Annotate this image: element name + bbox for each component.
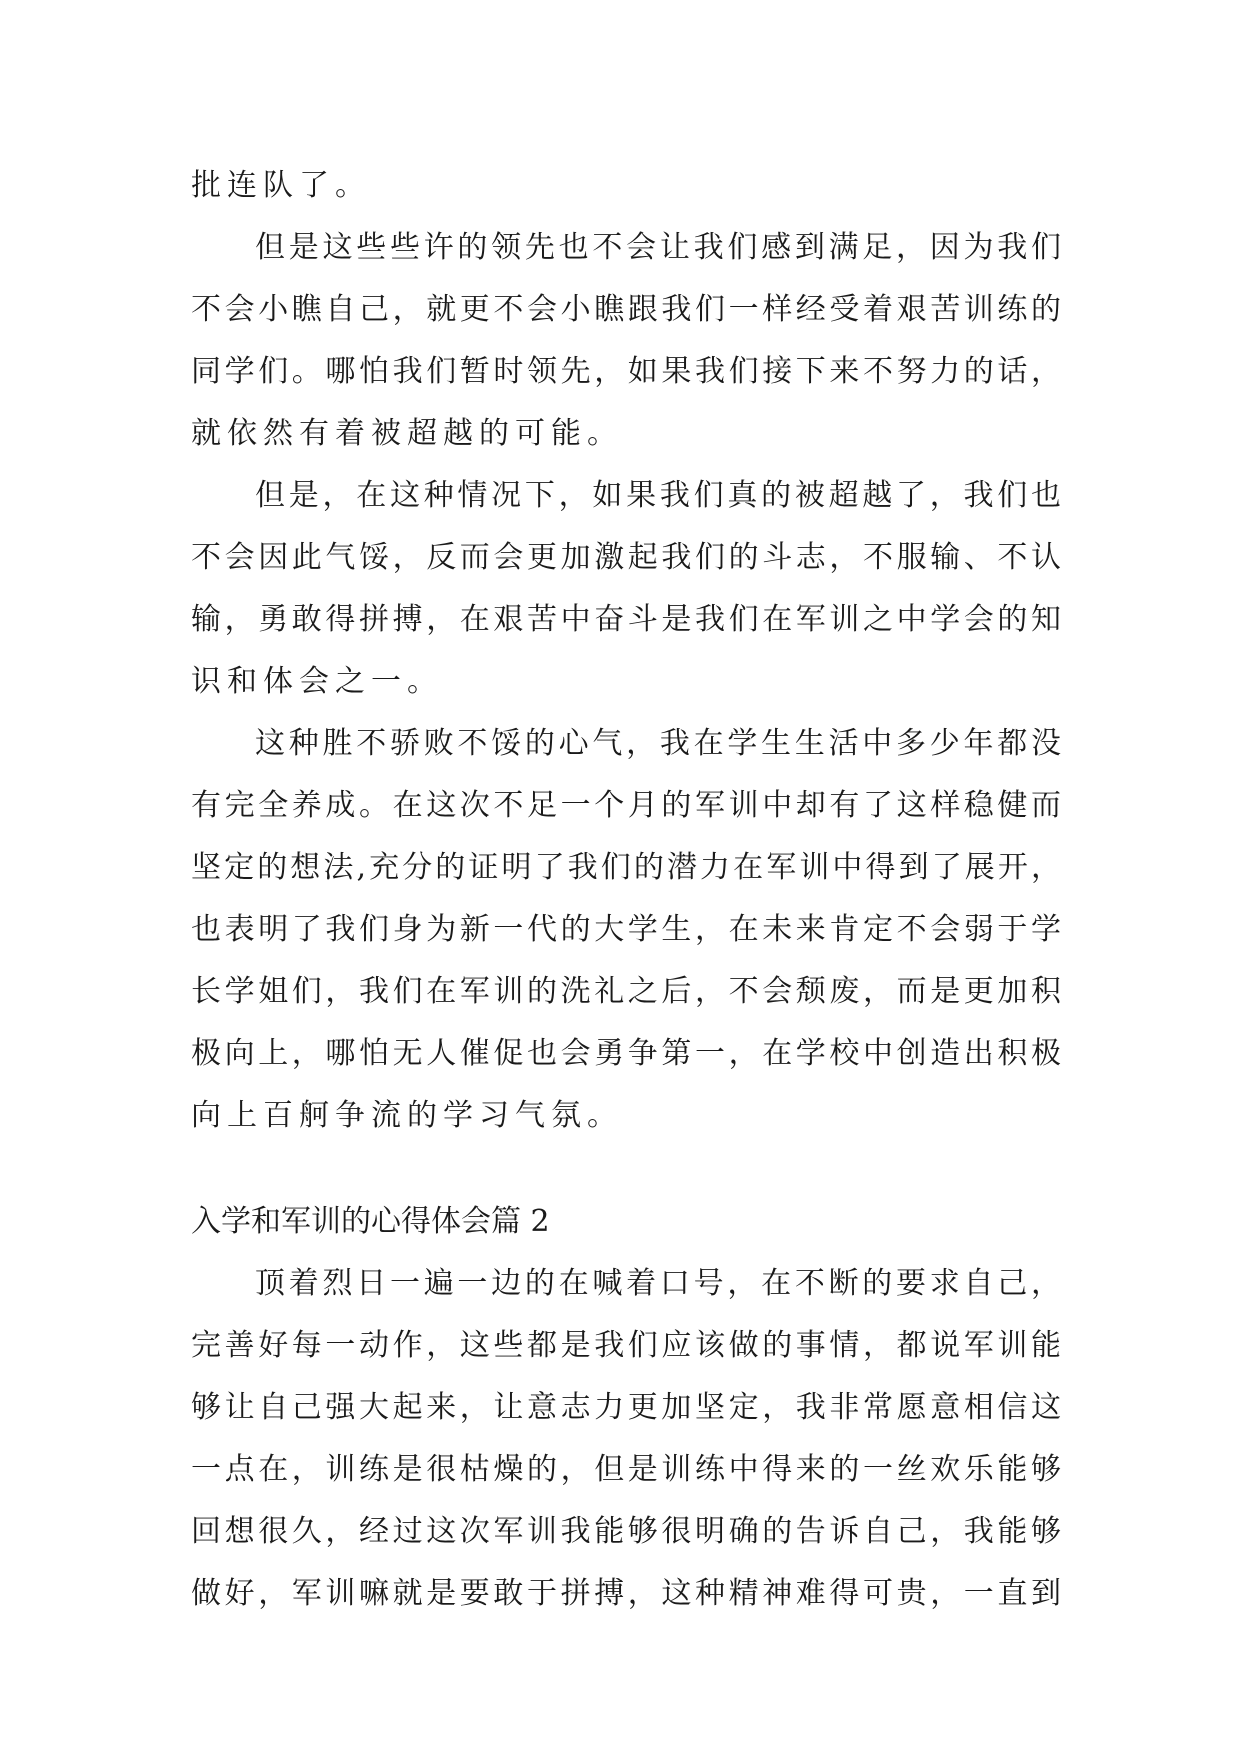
section-heading: 入学和军训的心得体会篇 2 [191,1204,550,1239]
text-line: 但是，在这种情况下，如果我们真的被超越了，我们也 [255,478,1061,513]
text-line: 回想很久，经过这次军训我能够很明确的告诉自己，我能够 [191,1514,1061,1549]
paragraph [191,713,1061,1147]
text-line: 同学们。哪怕我们暂时领先，如果我们接下来不努力的话， [191,354,1061,389]
text-line: 完善好每一动作，这些都是我们应该做的事情，都说军训能 [191,1328,1061,1363]
text-line: 坚定的想法,充分的证明了我们的潜力在军训中得到了展开， [191,850,1061,885]
text-line: 批连队了。 [191,168,371,203]
text-line: 不会因此气馁，反而会更加激起我们的斗志，不服输、不认 [191,540,1061,575]
paragraph [191,465,1061,713]
paragraph [191,217,1061,465]
text-line: 这种胜不骄败不馁的心气，我在学生生活中多少年都没 [255,726,1061,761]
paragraph [191,1253,1061,1625]
text-line: 极向上，哪怕无人催促也会勇争第一，在学校中创造出积极 [191,1036,1061,1071]
text-line: 做好，军训嘛就是要敢于拼搏，这种精神难得可贵，一直到 [191,1576,1061,1611]
text-line: 有完全养成。在这次不足一个月的军训中却有了这样稳健而 [191,788,1061,823]
text-line: 识和体会之一。 [191,664,443,699]
text-line: 输，勇敢得拼搏，在艰苦中奋斗是我们在军训之中学会的知 [191,602,1061,637]
text-line: 但是这些些许的领先也不会让我们感到满足，因为我们 [255,230,1061,265]
text-line: 够让自己强大起来，让意志力更加坚定，我非常愿意相信这 [191,1390,1061,1425]
text-line: 顶着烈日一遍一边的在喊着口号，在不断的要求自己， [255,1266,1061,1301]
text-line: 就依然有着被超越的可能。 [191,416,623,451]
text-line: 长学姐们，我们在军训的洗礼之后，不会颓废，而是更加积 [191,974,1061,1009]
text-line: 不会小瞧自己，就更不会小瞧跟我们一样经受着艰苦训练的 [191,292,1061,327]
paragraph [191,155,1061,217]
text-line: 一点在，训练是很枯燥的，但是训练中得来的一丝欢乐能够 [191,1452,1061,1487]
document-body [191,155,1061,1625]
text-line: 向上百舸争流的学习气氛。 [191,1098,623,1133]
text-line: 也表明了我们身为新一代的大学生，在未来肯定不会弱于学 [191,912,1061,947]
